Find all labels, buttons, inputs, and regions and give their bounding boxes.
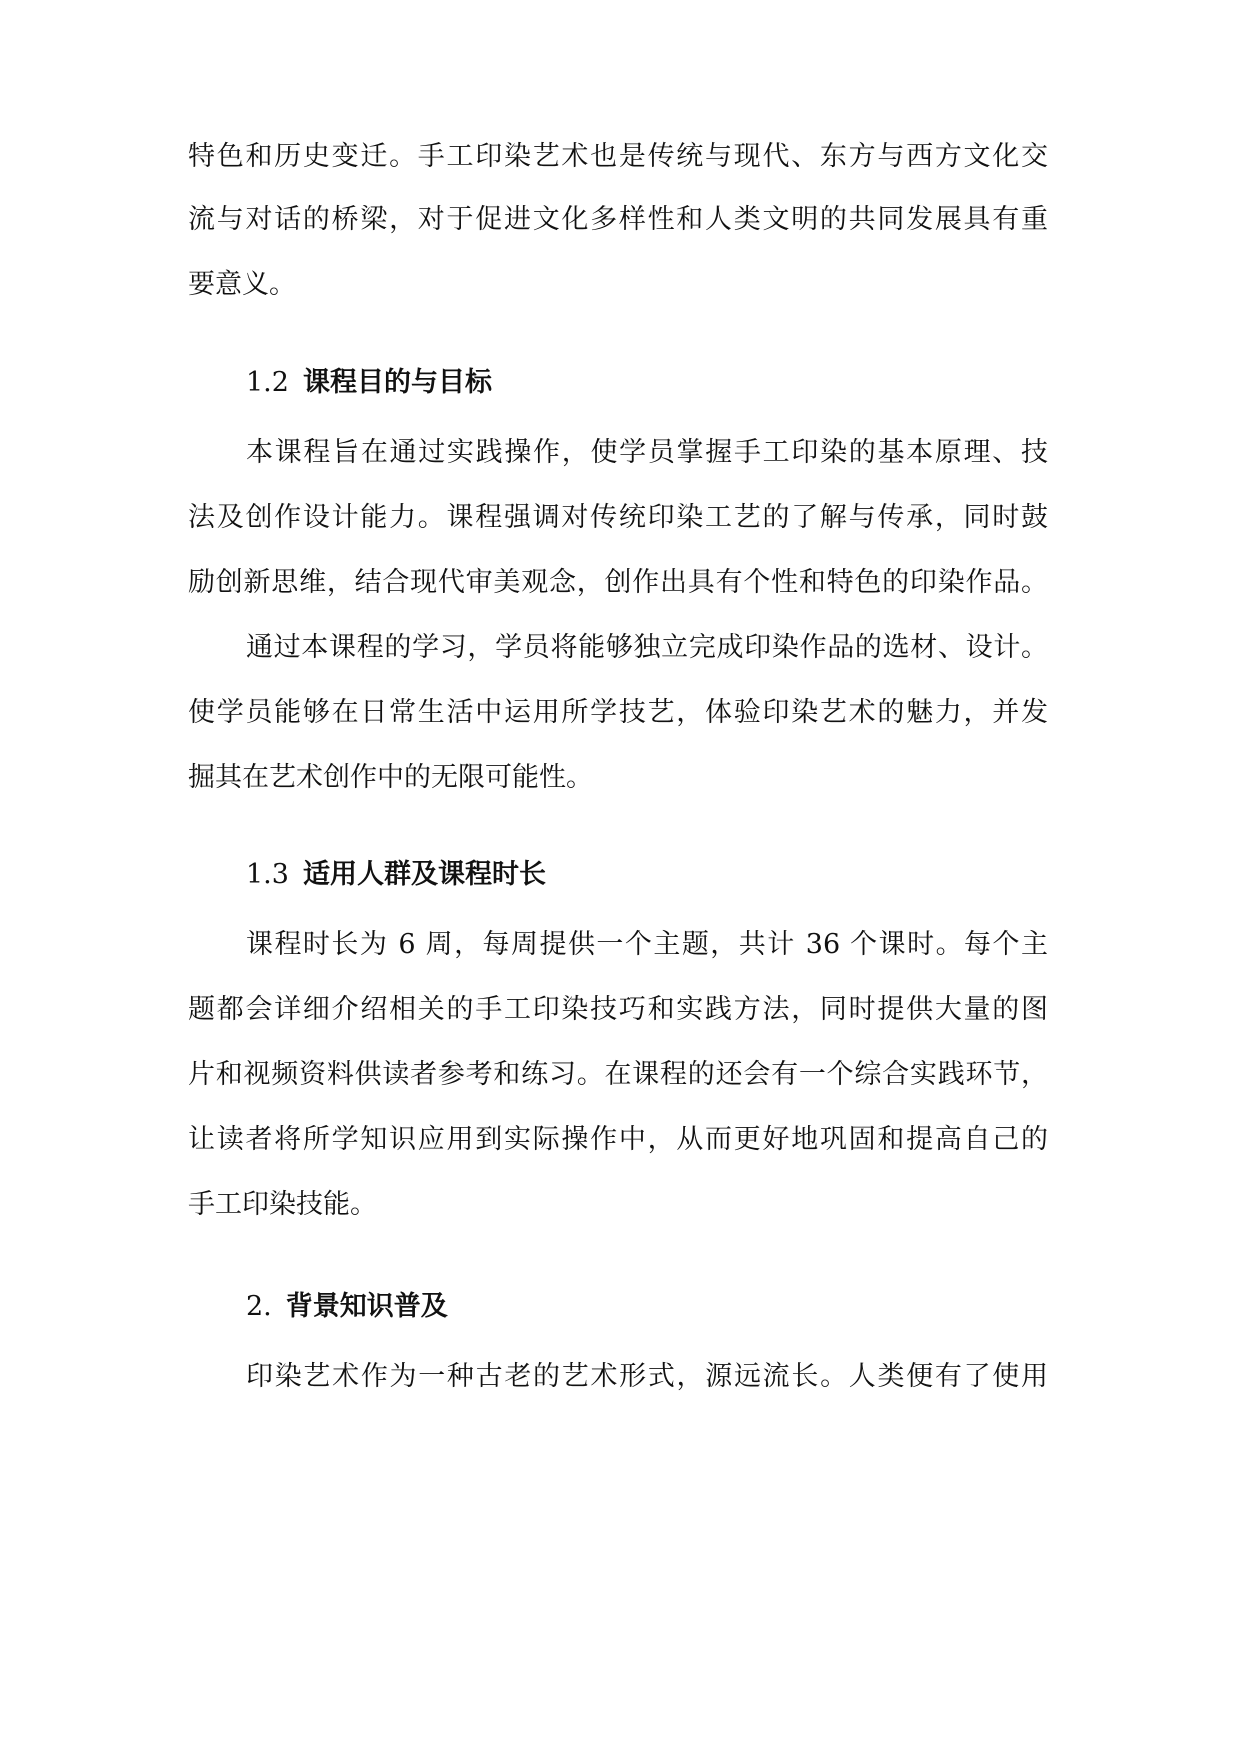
paragraph-line: 使学员能够在日常生活中运用所学技艺，体验印染艺术的魅力，并发 bbox=[188, 697, 1048, 728]
paragraph-line: 励创新思维，结合现代审美观念，创作出具有个性和特色的印染作品。 bbox=[188, 567, 1048, 598]
section-number: 2. bbox=[246, 1291, 272, 1322]
section-number: 1.2 bbox=[246, 367, 289, 398]
paragraph-line: 特色和历史变迁。手工印染艺术也是传统与现代、东方与西方文化交 bbox=[188, 141, 1048, 172]
section-title: 课程目的与目标 bbox=[302, 367, 492, 398]
paragraph-line: 让读者将所学知识应用到实际操作中，从而更好地巩固和提高自己的 bbox=[188, 1124, 1048, 1155]
section-title: 背景知识普及 bbox=[285, 1291, 448, 1322]
paragraph-line: 要意义。 bbox=[188, 269, 296, 300]
section-heading-2 bbox=[246, 1290, 1106, 1324]
paragraph-line: 手工印染技能。 bbox=[188, 1189, 377, 1220]
paragraph-line: 本课程旨在通过实践操作，使学员掌握手工印染的基本原理、技 bbox=[246, 437, 1048, 468]
paragraph-line: 课程时长为 6 周，每周提供一个主题，共计 36 个课时。每个主 bbox=[246, 929, 1048, 960]
section-heading-1-3 bbox=[246, 858, 1106, 892]
paragraph-line: 印染艺术作为一种古老的艺术形式，源远流长。人类便有了使用 bbox=[246, 1361, 1048, 1392]
paragraph-line: 流与对话的桥梁，对于促进文化多样性和人类文明的共同发展具有重 bbox=[188, 204, 1048, 235]
section-heading-1-2 bbox=[246, 366, 1106, 400]
section-number: 1.3 bbox=[246, 859, 289, 890]
section-title: 适用人群及课程时长 bbox=[302, 859, 546, 890]
paragraph-line: 掘其在艺术创作中的无限可能性。 bbox=[188, 762, 593, 793]
paragraph-line: 题都会详细介绍相关的手工印染技巧和实践方法，同时提供大量的图 bbox=[188, 994, 1048, 1025]
paragraph-line: 片和视频资料供读者参考和练习。在课程的还会有一个综合实践环节， bbox=[188, 1059, 1048, 1090]
paragraph-line: 通过本课程的学习，学员将能够独立完成印染作品的选材、设计。 bbox=[246, 632, 1048, 663]
paragraph-line: 法及创作设计能力。课程强调对传统印染工艺的了解与传承，同时鼓 bbox=[188, 502, 1048, 533]
